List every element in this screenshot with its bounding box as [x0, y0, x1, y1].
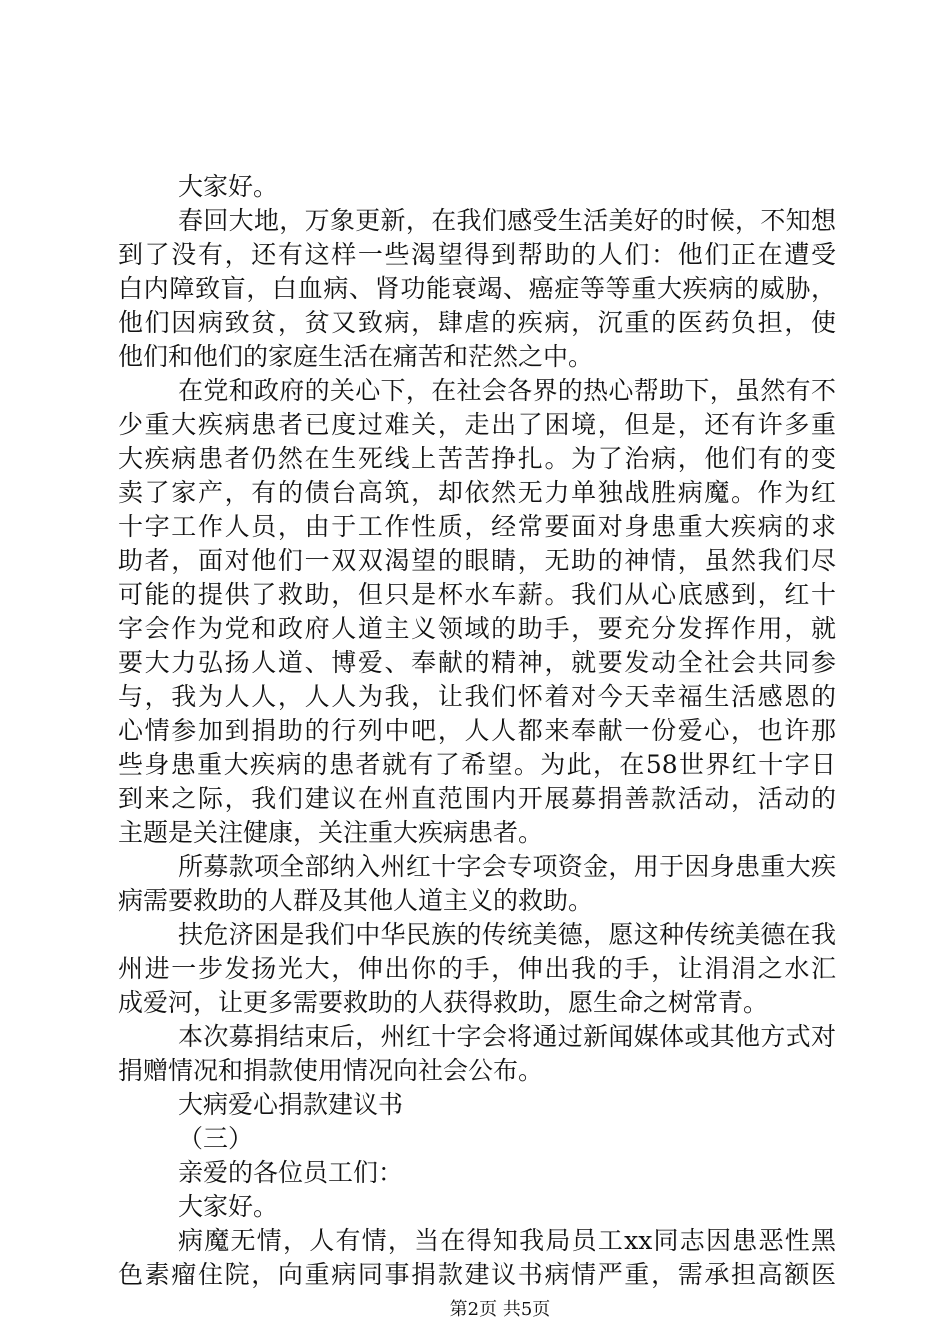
text-line: 扶危济困是我们中华民族的传统美德，愿这种传统美德在我	[178, 920, 836, 949]
paragraph-disclosure	[118, 1020, 836, 1088]
text-line: 大家好。	[178, 1192, 279, 1221]
text-line: 他们和他们的家庭生活在痛苦和茫然之中。	[118, 342, 594, 371]
paragraph-greeting	[118, 170, 836, 204]
text-line: 捐赠情况和捐款使用情况向社会公布。	[118, 1056, 544, 1085]
text-line: 本次募捐结束后，州红十字会将通过新闻媒体或其他方式对	[178, 1022, 836, 1051]
text-line: 卖了家产，有的债台高筑，却依然无力单独战胜病魔。作为红	[118, 478, 836, 507]
text-line: 少重大疾病患者已度过难关，走出了困境，但是，还有许多重	[118, 410, 836, 439]
text-line: 在党和政府的关心下，在社会各界的热心帮助下，虽然有不	[178, 376, 836, 405]
text-line: 白内障致盲，白血病、肾功能衰竭、癌症等等重大疾病的威胁，	[118, 274, 836, 303]
section-number	[118, 1122, 836, 1156]
text-line: 大疾病患者仍然在生死线上苦苦挣扎。为了治病，他们有的变	[118, 444, 836, 473]
text-line: 助者，面对他们一双双渴望的眼睛，无助的神情，虽然我们尽	[118, 546, 836, 575]
paragraph-funds	[118, 850, 836, 918]
page-number-footer: 第2页 共5页	[449, 1299, 551, 1320]
text-line: 州进一步发扬光大，伸出你的手，伸出我的手，让涓涓之水汇	[118, 954, 836, 983]
text-line: 病需要救助的人群及其他人道主义的救助。	[118, 886, 594, 915]
text-line: 要大力弘扬人道、博爱、奉献的精神，就要发动全社会共同参	[118, 648, 836, 677]
text-line: 些身患重大疾病的患者就有了希望。为此，在58世界红十字日	[118, 750, 836, 779]
text-line: 色素瘤住院，向重病同事捐款建议书病情严重，需承担高额医	[118, 1260, 836, 1289]
paragraph-case	[118, 1224, 836, 1292]
text-line: 心情参加到捐助的行列中吧，人人都来奉献一份爱心，也许那	[118, 716, 836, 745]
paragraph-appeal	[118, 374, 836, 850]
text-line: 大病爱心捐款建议书	[178, 1090, 404, 1119]
text-line: 与，我为人人，人人为我，让我们怀着对今天幸福生活感恩的	[118, 682, 836, 711]
text-line: 到来之际，我们建议在州直范围内开展募捐善款活动，活动的	[118, 784, 836, 813]
document-body	[118, 170, 836, 1292]
paragraph-intro	[118, 204, 836, 374]
paragraph-virtue	[118, 918, 836, 1020]
text-line: 所募款项全部纳入州红十字会专项资金，用于因身患重大疾	[178, 852, 836, 881]
paragraph-greeting-2	[118, 1190, 836, 1224]
text-line: 他们因病致贫，贫又致病，肆虐的疾病，沉重的医药负担，使	[118, 308, 836, 337]
text-line: 春回大地，万象更新，在我们感受生活美好的时候，不知想	[178, 206, 836, 235]
text-line: 到了没有，还有这样一些渴望得到帮助的人们：他们正在遭受	[118, 240, 836, 269]
text-line: 病魔无情，人有情，当在得知我局员工xx同志因患恶性黑	[178, 1226, 836, 1255]
section-title	[118, 1088, 836, 1122]
text-line: 成爱河，让更多需要救助的人获得救助，愿生命之树常青。	[118, 988, 769, 1017]
text-line: 字会作为党和政府人道主义领域的助手，要充分发挥作用，就	[118, 614, 836, 643]
text-line: （三）	[178, 1124, 254, 1153]
text-line: 十字工作人员，由于工作性质，经常要面对身患重大疾病的求	[118, 512, 836, 541]
salutation	[118, 1156, 836, 1190]
text-line: 亲爱的各位员工们：	[178, 1158, 404, 1187]
text-line: 可能的提供了救助，但只是杯水车薪。我们从心底感到，红十	[118, 580, 836, 609]
text-line: 主题是关注健康，关注重大疾病患者。	[118, 818, 544, 847]
text-line: 大家好。	[178, 172, 279, 201]
